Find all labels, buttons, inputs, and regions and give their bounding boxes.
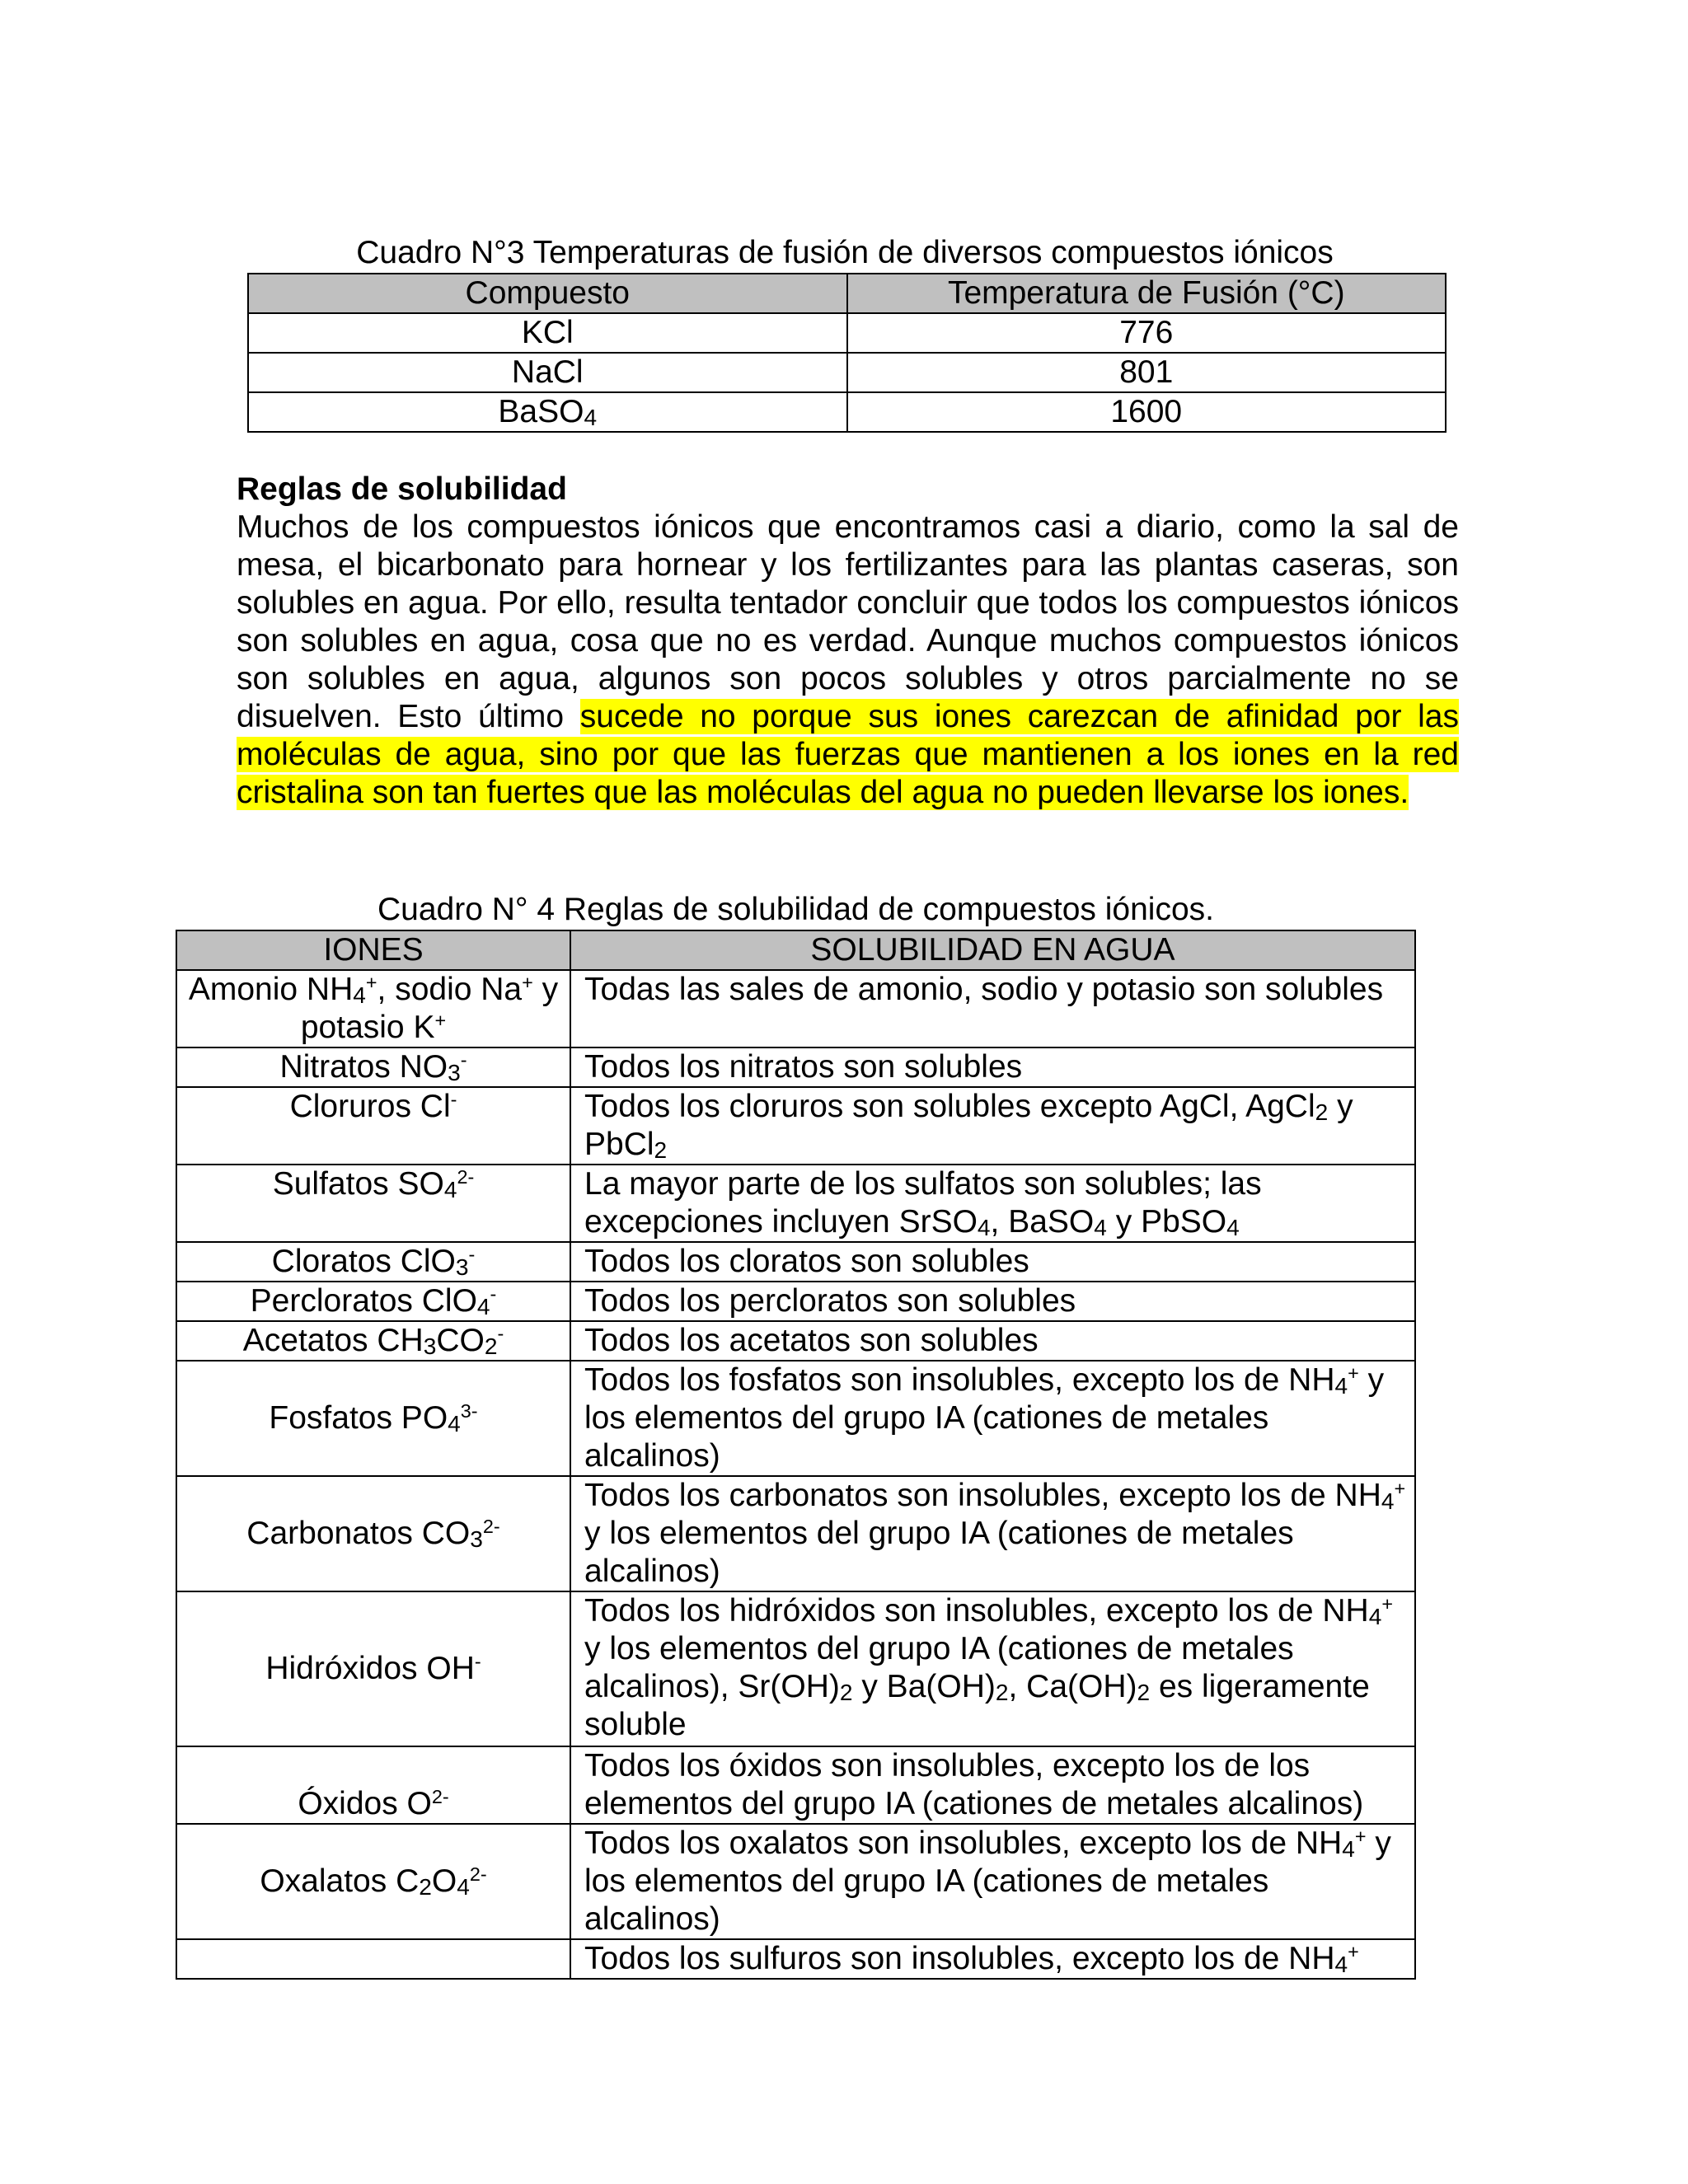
subscript: 4 [1342,1836,1355,1863]
subscript: 4 [457,1874,470,1900]
cell-text: Todos los carbonatos son insolubles, excepto los de NH [584,1478,1381,1513]
superscript: + [522,972,533,994]
cell-text: Todas las sales de amonio, sodio y potasio son solubles [584,972,1384,1007]
subscript: 3 [423,1333,437,1360]
cell-text: Oxalatos C [260,1863,420,1899]
solubility-cell [570,1242,1415,1282]
superscript: 2- [457,1166,475,1188]
cell-text: , sodio Na [377,972,523,1007]
cell-text: Acetatos CH [242,1323,424,1358]
table-row [248,313,1446,353]
cell-text: Carbonatos CO [246,1516,471,1551]
table3-caption: Cuadro N°3 Temperaturas de fusión de diversos compuestos iónicos [356,235,1334,270]
cell-text: Todos los fosfatos son insolubles, excepto los de NH [584,1362,1335,1398]
compound-cell: KCl [248,313,847,353]
superscript: 2- [469,1863,487,1886]
subscript: 4 [1226,1215,1240,1241]
subscript: 2 [1315,1099,1329,1126]
table-row [176,1047,1415,1087]
highlighted-text: sucede no porque sus iones carezcan de afinidad por las moléculas de agua, sino por que las fuerzas que mantienen a los iones en la red cristalina son tan fuertes que las moléculas del agua no pueden llevarse los iones. [237,699,1459,810]
cell-text: Todos los cloruros son solubles excepto AgCl, AgCl [584,1089,1315,1124]
ion-cell [176,1321,570,1361]
temperature-cell: 801 [847,353,1447,392]
cell-text: Todos los hidróxidos son insolubles, excepto los de NH [584,1593,1369,1629]
cell-text: y PbSO [1106,1204,1227,1240]
subscript: 4 [1094,1215,1107,1241]
subscript: 4 [443,1177,457,1203]
solubility-cell [570,1591,1415,1746]
subscript: 4 [476,1294,490,1320]
temperature-cell: 776 [847,313,1447,353]
cell-text: Todos los cloratos son solubles [584,1244,1029,1279]
table-row [248,353,1446,392]
superscript: - [460,1049,467,1071]
cell-text: Todos los acetatos son solubles [584,1323,1039,1358]
cell-text: Todos los óxidos son insolubles, excepto los de los elementos del grupo IA (cationes de metales alcalinos) [584,1748,1364,1821]
cell-text: y Ba(OH) [852,1669,996,1704]
table-row [176,1282,1415,1321]
subscript: 2 [484,1333,498,1360]
solubility-cell [570,1321,1415,1361]
cell-text: Amonio NH [188,972,354,1007]
temperature-cell: 1600 [847,392,1447,432]
cell-text: Percloratos ClO [250,1283,477,1319]
table-row [176,1087,1415,1165]
cell-text: O [431,1863,457,1899]
cell-text: Todos los oxalatos son insolubles, excepto los de NH [584,1825,1343,1861]
cell-text: y los elementos del grupo IA (cationes de metales alcalinos) [584,1362,1385,1474]
column-header-compound: Compuesto [248,274,847,313]
ion-cell [176,1824,570,1939]
solubility-cell [570,1476,1415,1591]
compound-cell: NaCl [248,353,847,392]
cell-text: Cloruros Cl [289,1089,451,1124]
table-row [176,970,1415,1047]
table-body [176,970,1415,1979]
ion-cell [176,1361,570,1476]
table-header-row [248,274,1446,313]
subscript: 3 [455,1254,469,1281]
superscript: 2- [431,1786,449,1808]
superscript: + [365,972,377,994]
body-paragraph [237,509,1459,812]
superscript: + [1348,1941,1359,1963]
ion-cell [176,1047,570,1087]
subscript: 2 [419,1874,432,1900]
subscript: 4 [977,1215,991,1241]
subscript: 4 [1334,1373,1348,1399]
superscript: - [450,1089,457,1111]
ion-cell [176,1242,570,1282]
ion-cell [176,1591,570,1746]
superscript: - [490,1283,497,1305]
subscript: 4 [1381,1488,1395,1515]
cell-text: es ligeramente soluble [584,1669,1370,1742]
solubility-cell [570,1939,1415,1979]
cell-text: , Ca(OH) [1008,1669,1137,1704]
cell-text: Fosfatos PO [269,1400,448,1436]
cell-text: Nitratos NO [279,1049,448,1085]
solubility-cell [570,1165,1415,1242]
subscript: 2 [1137,1680,1151,1706]
table4-caption: Cuadro N° 4 Reglas de solubilidad de compuestos iónicos. [377,892,1214,927]
subscript: 4 [1368,1604,1382,1630]
cell-text: Óxidos O [298,1786,432,1821]
ion-cell [176,1282,570,1321]
paragraph-text: Muchos de los compuestos iónicos que encontramos casi a diario, como la sal de mesa, el bicarbonato para hornear y los fertilizantes para las plantas caseras, son solubles en agua. Por ello, resulta tentador concluir que todos los compuestos iónicos son solubles en agua, cosa que no es verdad. Aunque muchos compuestos iónicos son solubles en agua, algunos son pocos solubles y otros parcialmente no se disuelven. Esto último [237,509,1459,734]
superscript: 3- [460,1400,478,1422]
superscript: + [434,1010,447,1032]
cell-text: CO [436,1323,485,1358]
superscript: + [1354,1825,1367,1848]
cell-text: y los elementos del grupo IA (cationes de metales alcalinos) [584,1825,1391,1937]
ion-cell [176,1476,570,1591]
superscript: - [474,1651,481,1673]
column-header-temperature: Temperatura de Fusión (°C) [847,274,1447,313]
column-header-solubility: SOLUBILIDAD EN AGUA [570,930,1415,970]
compound-cell [248,392,847,432]
ion-cell [176,970,570,1047]
cell-text: Sulfatos SO [272,1166,444,1202]
ion-cell [176,1087,570,1165]
cell-text: La mayor parte de los sulfatos son solubles; las excepciones incluyen SrSO [584,1166,1262,1240]
superscript: - [497,1323,504,1345]
subscript: 3 [470,1526,483,1553]
ion-cell [176,1165,570,1242]
subscript: 2 [995,1680,1009,1706]
table-row [248,392,1446,432]
subscript: 4 [584,405,598,431]
cell-text: Todos los nitratos son solubles [584,1049,1023,1085]
column-header-ions: IONES [176,930,570,970]
superscript: - [468,1244,476,1266]
cell-text: , BaSO [990,1204,1095,1240]
subscript: 4 [448,1411,461,1437]
table-row [176,1939,1415,1979]
cell-text: y los elementos del grupo IA (cationes de metales alcalinos), Sr(OH) [584,1631,1294,1704]
subscript: 3 [448,1060,461,1086]
table-row [176,1746,1415,1824]
subscript: 2 [654,1137,668,1164]
cell-text: Hidróxidos OH [265,1651,475,1686]
cell-text: y potasio K [300,972,559,1045]
superscript: + [1348,1362,1359,1385]
solubility-cell [570,1087,1415,1165]
ion-cell [176,1939,570,1979]
section-title: Reglas de solubilidad [237,471,567,507]
solubility-cell [570,1047,1415,1087]
solubility-cell [570,1282,1415,1321]
cell-text: Todos los percloratos son solubles [584,1283,1076,1319]
solubility-cell [570,1824,1415,1939]
table-row [176,1824,1415,1939]
table-row [176,1361,1415,1476]
table-header-row [176,930,1415,970]
ion-cell [176,1746,570,1824]
solubility-cell [570,1361,1415,1476]
melting-point-table [247,273,1447,433]
superscript: + [1381,1593,1393,1615]
cell-text: y los elementos del grupo IA (cationes de metales alcalinos) [584,1516,1294,1589]
superscript: 2- [482,1516,500,1538]
table-row [176,1476,1415,1591]
subscript: 2 [839,1680,853,1706]
cell-text: y PbCl [584,1089,1353,1162]
table-row [176,1591,1415,1746]
subscript: 4 [1334,1952,1348,1978]
solubility-rules-table [176,930,1416,1980]
subscript: 4 [353,982,366,1009]
compound-formula: BaSO [498,394,584,429]
table-row [176,1321,1415,1361]
cell-text: Cloratos ClO [271,1244,456,1279]
cell-text: Todos los sulfuros son insolubles, excepto los de NH [584,1941,1335,1976]
solubility-cell [570,1746,1415,1824]
table-row [176,1242,1415,1282]
superscript: + [1394,1478,1406,1500]
table-row [176,1165,1415,1242]
solubility-cell [570,970,1415,1047]
